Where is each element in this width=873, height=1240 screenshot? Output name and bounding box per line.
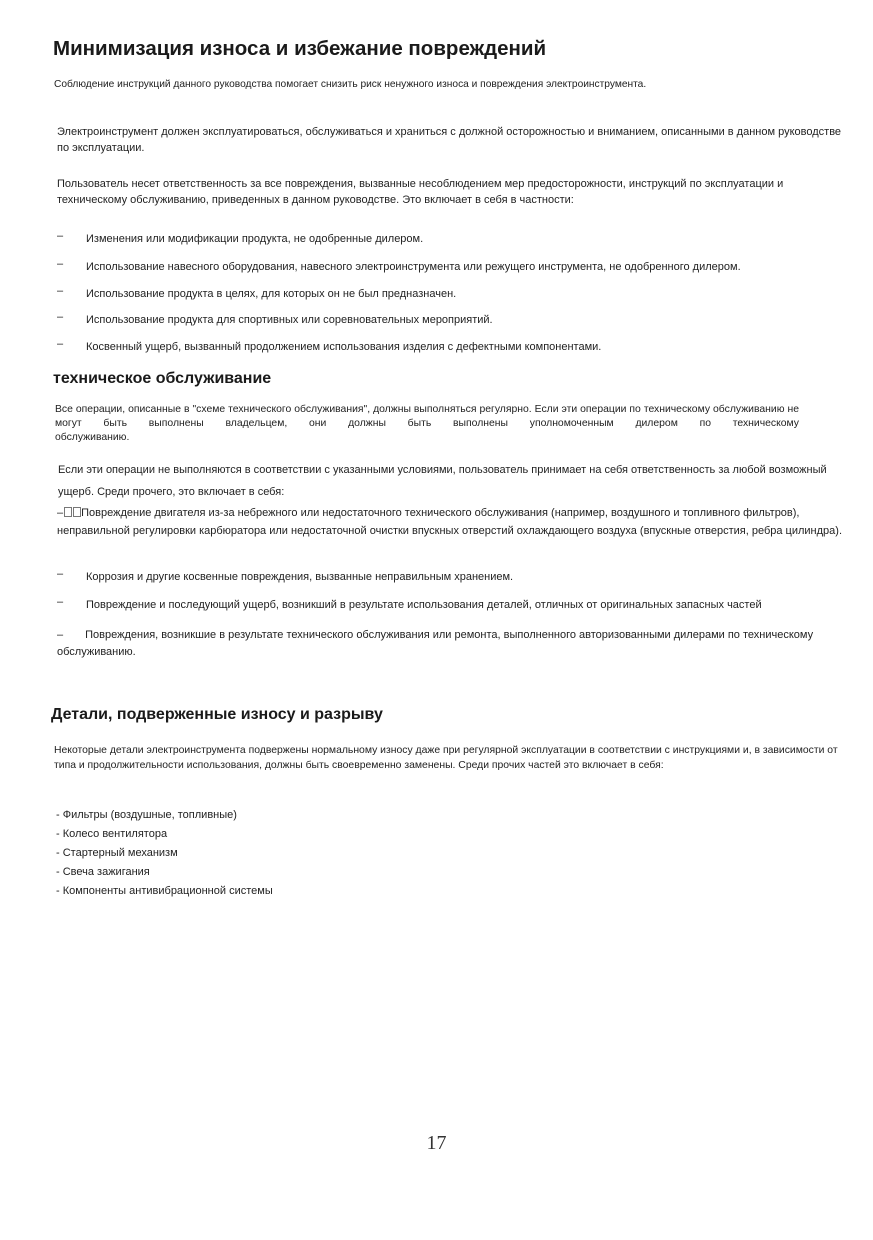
- repair-text: Повреждения, возникшие в результате технического обслуживания или ремонта, выполненного авторизованными дилерами по техническому обслуживанию.: [57, 629, 814, 658]
- dash-bullet: –: [57, 285, 64, 297]
- dash-bullet: –: [57, 230, 64, 242]
- wear-parts-list: [56, 806, 273, 901]
- list-item-text: Использование продукта в целях, для которых он не был предназначен.: [86, 288, 457, 300]
- list-item-text: Использование продукта для спортивных или соревновательных мероприятий.: [86, 314, 493, 326]
- dash-bullet: –: [57, 507, 64, 519]
- intro-paragraph-1: Электроинструмент должен эксплуатироваться, обслуживаться и храниться с должной осторожностью и вниманием, описанными в данном руководстве по эксплуатации.: [57, 126, 842, 154]
- dash-bullet: –: [57, 568, 64, 580]
- engine-damage-text: Повреждение двигателя из-за небрежного или недостаточного технического обслуживания (например, воздушного и топливного фильтров), неправильной регулировки карбюратора или недостаточной очистки впускных отверстий охлаждающего воздуха (впускные отверстия, ребра цилиндра).: [57, 507, 843, 537]
- page-title: Минимизация износа и избежание повреждений: [53, 37, 547, 60]
- maintenance-text-end: обслуживанию.: [55, 432, 130, 443]
- lead-paragraph: Соблюдение инструкций данного руководства помогает снизить риск ненужного износа и повреждения электроинструмента.: [54, 79, 647, 90]
- conditions-paragraph: Если эти операции не выполняются в соответствии с указанными условиями, пользователь принимает на себя ответственность за любой возможный ущерб. Среди прочего, это включает в себя:: [58, 464, 827, 498]
- missing-glyph-icon: [73, 507, 81, 517]
- dash-bullet: –: [57, 629, 64, 641]
- list-item: - Фильтры (воздушные, топливные): [56, 809, 237, 821]
- dash-bullet: –: [57, 338, 64, 350]
- page-number: 17: [426, 1132, 447, 1154]
- maintenance-text: Все операции, описанные в "схеме технического обслуживания", должны выполняться регулярно. Если эти операции по техническому обслуживанию не могут быть выполнены владельцем, они должны быть выполнены уполномоченным дилером по техническому: [55, 404, 799, 429]
- list-item-text: Косвенный ущерб, вызванный продолжением использования изделия с дефектными компонентами.: [86, 341, 602, 353]
- list-item: - Колесо вентилятора: [56, 828, 168, 840]
- missing-glyph-icon: [64, 507, 72, 517]
- dash-bullet: –: [57, 311, 64, 323]
- list-item-text: Использование навесного оборудования, навесного электроинструмента или режущего инструмента, не одобренного дилером.: [86, 261, 741, 273]
- engine-damage-paragraph: [57, 504, 857, 540]
- maintenance-heading: техническое обслуживание: [53, 370, 272, 387]
- wear-parts-heading: Детали, подверженные износу и разрыву: [51, 706, 383, 723]
- list-item: - Свеча зажигания: [56, 866, 150, 878]
- list-item-text: Повреждение и последующий ущерб, возникший в результате использования деталей, отличных от оригинальных запасных частей: [86, 599, 762, 611]
- dash-bullet: –: [57, 596, 64, 608]
- list-item: - Компоненты антивибрационной системы: [56, 885, 273, 897]
- repair-paragraph: [57, 627, 857, 661]
- dash-bullet: –: [57, 258, 64, 270]
- list-item-text: Изменения или модификации продукта, не одобренные дилером.: [86, 233, 424, 245]
- list-item-text: Коррозия и другие косвенные повреждения, вызванные неправильным хранением.: [86, 571, 514, 583]
- maintenance-paragraph: [55, 403, 799, 445]
- list-item: - Стартерный механизм: [56, 847, 178, 859]
- wear-parts-paragraph: Некоторые детали электроинструмента подвержены нормальному износу даже при регулярной эксплуатации в соответствии с инструкциями и, в зависимости от типа и продолжительности использования, должны быть своевременно заменены. Среди прочих частей это включает в себя:: [54, 745, 838, 771]
- intro-paragraph-2: Пользователь несет ответственность за все повреждения, вызванные несоблюдением мер предосторожности, инструкций по эксплуатации и техническому обслуживанию, приведенных в данном руководстве. Это включает в себя в частности:: [57, 178, 784, 206]
